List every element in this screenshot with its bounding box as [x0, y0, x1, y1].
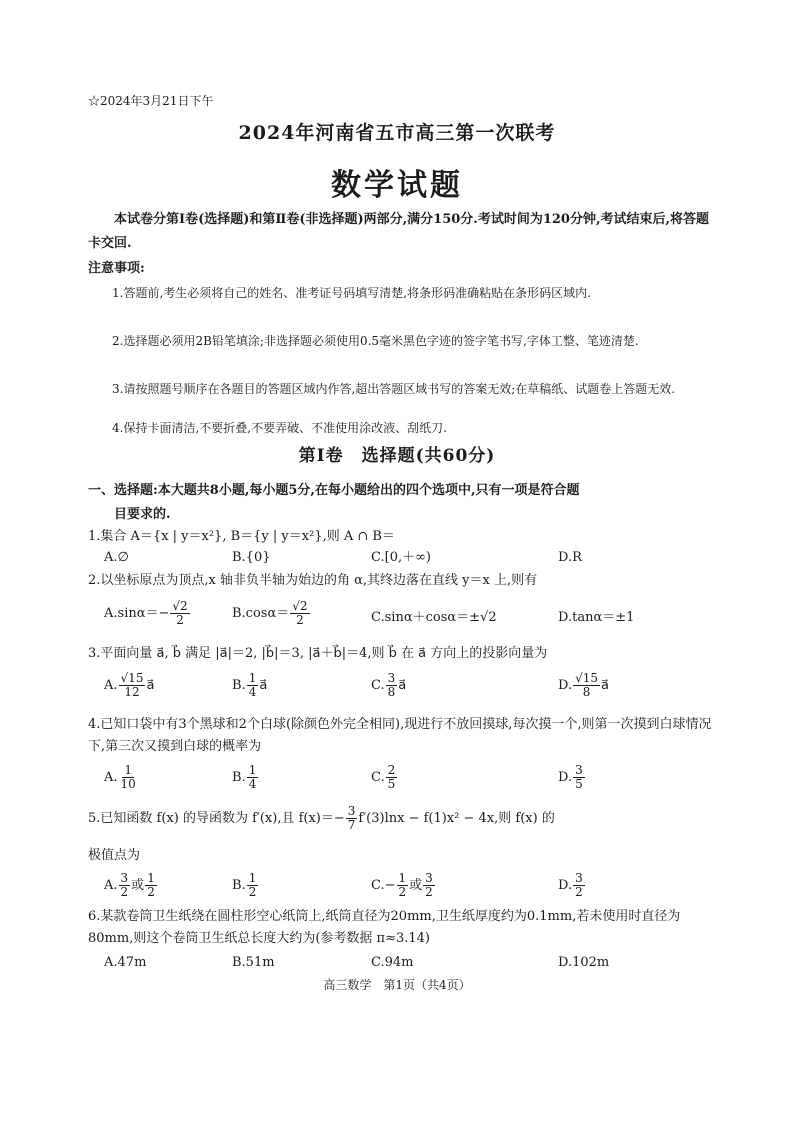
- option-prefix: D.: [558, 678, 573, 693]
- q1-option-d: D.R: [558, 550, 582, 565]
- fraction: [386, 672, 398, 699]
- question-5-stem-cont: 极值点为: [88, 848, 141, 863]
- fraction-denominator: 2: [398, 885, 407, 899]
- q2-option-b: [232, 600, 311, 627]
- fraction: [573, 872, 585, 899]
- section-instruction: [88, 479, 718, 527]
- fraction-numerator: 3: [575, 871, 583, 885]
- q2-option-a: [104, 600, 191, 627]
- fraction-denominator: 2: [120, 885, 129, 899]
- q6-option-a: A.47m: [104, 955, 147, 970]
- fraction-denominator: 8: [582, 685, 591, 699]
- q6-option-d: D.102m: [558, 955, 610, 970]
- question-2-stem: 2.以坐标原点为顶点,x 轴非负半轴为始边的角 α,其终边落在直线 y＝x 上,则有: [88, 573, 538, 588]
- note-item: 2.选择题必须用2B铅笔填涂;非选择题必须使用0.5毫米黑色字迹的签字笔书写,字体工整、笔迹清楚.: [112, 334, 639, 348]
- option-prefix: B.: [232, 678, 246, 693]
- fraction: [397, 872, 409, 899]
- question-1-stem: 1.集合 A＝{x | y＝x²}, B＝{y | y＝x²},则 A ∩ B＝: [88, 529, 395, 544]
- fraction-numerator: 3: [387, 671, 396, 685]
- fraction-numerator: 1: [248, 763, 257, 777]
- option-prefix: A.: [104, 678, 118, 693]
- or-word: 或: [131, 878, 145, 893]
- vector-a: a⃗: [146, 678, 155, 693]
- stem-text: 5.已知函数 f(x) 的导函数为 f′(x),且 f(x)＝−: [88, 811, 345, 826]
- fraction-denominator: 12: [124, 685, 140, 699]
- q5-option-a: [104, 872, 158, 899]
- page-footer: 高三数学 第1页（共4页）: [323, 978, 471, 992]
- fraction-numerator: 1: [398, 871, 407, 885]
- option-prefix: D.: [558, 770, 573, 785]
- question-5-stem: [88, 805, 718, 832]
- fraction-numerator: 2: [387, 763, 396, 777]
- fraction: [247, 672, 259, 699]
- fraction-numerator: √15: [120, 671, 144, 685]
- fraction: [119, 872, 131, 899]
- fraction-numerator: 1: [147, 871, 155, 885]
- q4-option-b: [232, 764, 259, 791]
- q2-option-d: D.tanα＝±1: [558, 610, 635, 625]
- fraction: [573, 672, 600, 699]
- fraction-numerator: √2: [292, 599, 308, 613]
- fraction-numerator: 1: [124, 763, 132, 777]
- stem-text: f′(3)lnx − f(1)x² − 4x,则 f(x) 的: [358, 811, 555, 826]
- exam-title: 2024年河南省五市高三第一次联考: [238, 122, 556, 144]
- q3-option-d: [558, 672, 609, 699]
- fraction: [386, 764, 398, 791]
- fraction: [145, 872, 157, 899]
- fraction-denominator: 4: [248, 685, 257, 699]
- fraction-denominator: 2: [176, 613, 184, 627]
- fraction-denominator: 4: [248, 777, 257, 791]
- q4-option-c: [371, 764, 398, 791]
- fraction-denominator: 8: [387, 685, 396, 699]
- fraction-numerator: 3: [120, 871, 129, 885]
- option-prefix: B.: [232, 770, 246, 785]
- option-prefix: C.: [371, 770, 385, 785]
- section-title: 第Ⅰ卷 选择题(共60分): [298, 446, 496, 466]
- option-prefix: A.sinα＝−: [104, 606, 170, 621]
- fraction: [573, 764, 585, 791]
- fraction-numerator: √15: [575, 671, 599, 685]
- note-item: 1.答题前,考生必须将自己的姓名、准考证号码填写清楚,将条形码准确粘贴在条形码区域内.: [112, 286, 591, 300]
- q1-option-c: C.[0,＋∞): [371, 550, 431, 565]
- q5-option-b: [232, 872, 259, 899]
- option-prefix: C.−: [371, 878, 396, 893]
- q2-option-c: C.sinα＋cosα＝±√2: [371, 610, 497, 625]
- fraction-denominator: 2: [296, 613, 304, 627]
- fraction: [119, 672, 146, 699]
- q6-option-c: C.94m: [371, 955, 414, 970]
- q4-option-d: [558, 764, 586, 791]
- option-prefix: A.: [104, 770, 118, 785]
- fraction-numerator: 1: [248, 871, 257, 885]
- question-3-stem: 3.平面向量 a⃗, b⃗ 满足 |a⃗|＝2, |b⃗|＝3, |a⃗＋b⃗|＝4,则 b⃗ 在 a⃗ 方向上的投影向量为: [88, 646, 548, 661]
- vector-a: a⃗: [601, 678, 609, 693]
- question-6-stem: 6.某款卷筒卫生纸绕在圆柱形空心纸筒上,纸筒直径为20mm,卫生纸厚度约为0.1mm,若未使用时直径为80mm,则这个卷筒卫生纸总长度大约为(参考数据 π≈3.14): [88, 909, 681, 946]
- q3-option-b: [232, 672, 267, 699]
- q6-option-b: B.51m: [232, 955, 275, 970]
- option-prefix: B.: [232, 878, 246, 893]
- vector-a: a⃗: [259, 678, 268, 693]
- intro-text: 本试卷分第Ⅰ卷(选择题)和第Ⅱ卷(非选择题)两部分,满分150分.考试时间为120分钟,考试结束后,将答题卡交回.: [88, 212, 710, 251]
- fraction-denominator: 10: [120, 777, 136, 791]
- fraction-denominator: 2: [575, 885, 583, 899]
- fraction-denominator: 7: [347, 818, 356, 832]
- fraction-denominator: 2: [147, 885, 155, 899]
- fraction-numerator: 3: [347, 804, 356, 818]
- instruction-line: 一、选择题:本大题共8小题,每小题5分,在每小题给出的四个选项中,只有一项是符合题: [88, 483, 580, 498]
- fraction-denominator: 2: [248, 885, 257, 899]
- q1-option-b: B.{0}: [232, 550, 271, 565]
- fraction: [423, 872, 435, 899]
- fraction: [247, 764, 259, 791]
- fraction-numerator: √2: [172, 599, 188, 613]
- fraction: [170, 600, 189, 627]
- q1-option-a: A.∅: [104, 550, 129, 565]
- fraction-denominator: 5: [575, 777, 583, 791]
- note-item: 4.保持卡面清洁,不要折叠,不要弄破、不准使用涂改液、刮纸刀.: [112, 421, 447, 435]
- or-word: 或: [409, 878, 423, 893]
- fraction-numerator: 3: [575, 763, 583, 777]
- option-prefix: C.: [371, 678, 385, 693]
- fraction: [247, 872, 259, 899]
- fraction-denominator: 5: [387, 777, 396, 791]
- q4-option-a: [104, 764, 139, 791]
- instruction-line: 目要求的.: [114, 507, 171, 522]
- fraction-numerator: 1: [248, 671, 257, 685]
- fraction: [119, 764, 138, 791]
- vector-a: a⃗: [398, 678, 407, 693]
- question-4-stem: 4.已知口袋中有3个黑球和2个白球(除颜色外完全相同),现进行不放回摸球,每次摸一个,则第一次摸到白球情况下,第三次又摸到白球的概率为: [88, 717, 712, 754]
- exam-date: ☆2024年3月21日下午: [88, 94, 214, 108]
- q5-option-c: [371, 872, 436, 899]
- fraction-denominator: 2: [425, 885, 433, 899]
- option-prefix: B.cosα＝: [232, 606, 290, 621]
- fraction: [290, 600, 309, 627]
- q5-option-d: [558, 872, 586, 899]
- notes-title: 注意事项:: [88, 261, 145, 276]
- fraction-numerator: 3: [425, 871, 433, 885]
- note-item: 3.请按照题号顺序在各题目的答题区域内作答,超出答题区域书写的答案无效;在草稿纸、试题卷上答题无效.: [112, 382, 676, 396]
- q3-option-c: [371, 672, 406, 699]
- option-prefix: A.: [104, 878, 118, 893]
- q3-option-a: [104, 672, 154, 699]
- option-prefix: D.: [558, 878, 573, 893]
- subject-title: 数学试题: [331, 168, 463, 203]
- fraction: [346, 805, 358, 832]
